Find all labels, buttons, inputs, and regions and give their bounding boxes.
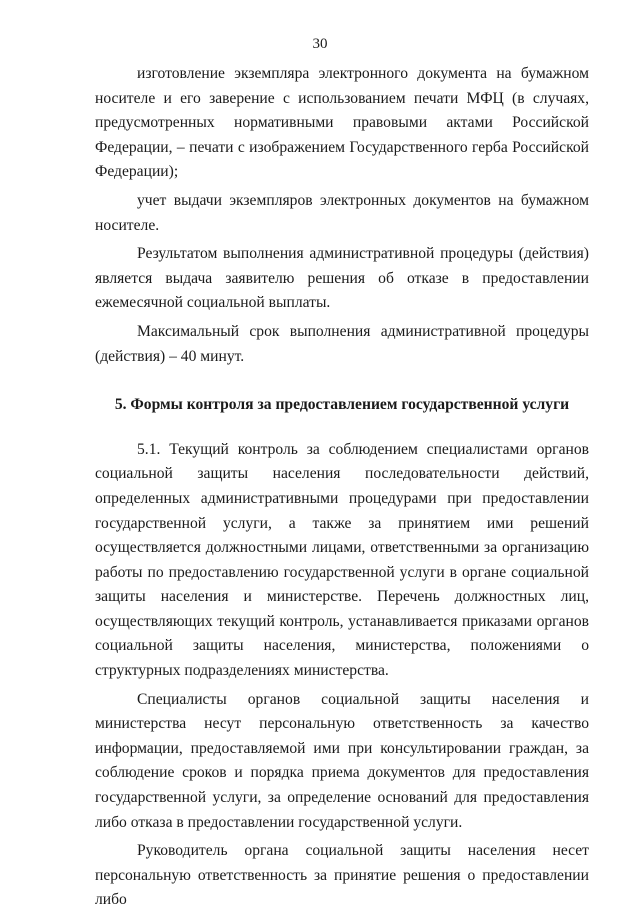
page-number: 30: [312, 36, 328, 52]
paragraph-max-duration: Максимальный срок выполнения административной процедуры (действия) – 40 минут.: [95, 322, 589, 365]
paragraph-specialists-responsibility: Специалисты органов социальной защиты населения и министерства несут персональную ответственность за качество информации, предоставляемой ими при консультировании граждан, за соблюдение сроков и порядка приема документов для предоставления государственной услуги, за определение оснований для предоставления либо отказа в предоставлении государственной услуги.: [95, 690, 589, 831]
paragraph-copy-accounting: учет выдачи экземпляров электронных документов на бумажном носителе.: [95, 191, 589, 234]
document-body: [95, 62, 589, 913]
paragraph-current-control: 5.1. Текущий контроль за соблюдением специалистами органов социальной защиты населения последовательности действий, определенных административными процедурами при предоставлении государственной услуги, а также за принятием ими решений осуществляется должностными лицами, ответственными за организацию работы по предоставлению государственной услуги в органе социальной защиты населения и министерстве. Перечень должностных лиц, осуществляющих текущий контроль, устанавливается приказами органов социальной защиты населения, министерства, положениями о структурных подразделениях министерства.: [95, 440, 589, 680]
paragraph-copy-certification: изготовление экземпляра электронного документа на бумажном носителе и его заверение с использованием печати МФЦ (в случаях, предусмотренных нормативными правовыми актами Российской Федерации, – печати с изображением Государственного герба Российской Федерации);: [95, 65, 589, 181]
paragraph-head-responsibility: Руководитель органа социальной защиты населения несет персональную ответственность за принятие решения о предоставлении либо: [95, 842, 589, 909]
section-heading: 5. Формы контроля за предоставлением государственной услуги: [114, 396, 570, 414]
paragraph-procedure-result: Результатом выполнения административной процедуры (действия) является выдача заявителю решения об отказе в предоставлении ежемесячной социальной выплаты.: [95, 245, 589, 312]
